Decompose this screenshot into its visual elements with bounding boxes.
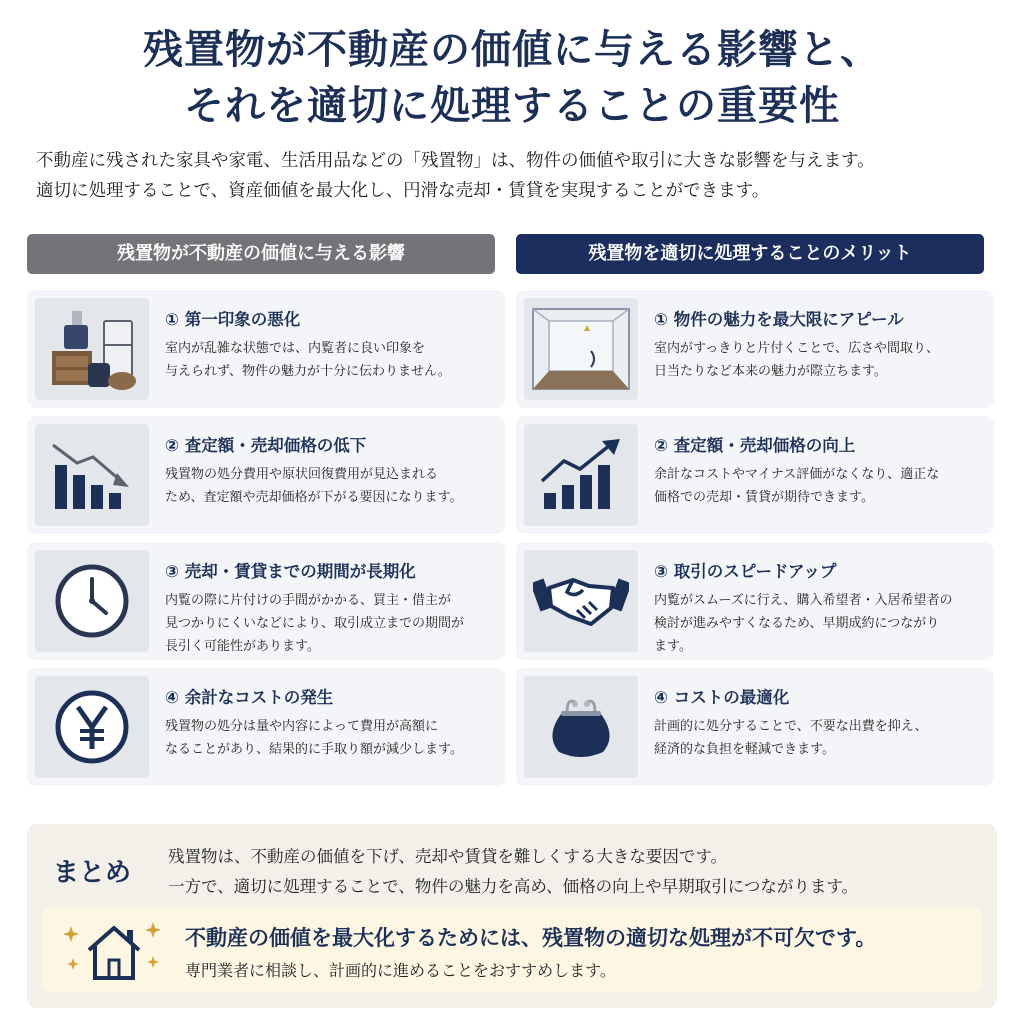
impact-card-3-title: ③ 売却・賃貸までの期間が長期化 xyxy=(165,562,416,581)
intro-line-2: 適切に処理することで、資産価値を最大化し、円滑な売却・賃貸を実現することができます。 xyxy=(36,181,770,201)
merit-card-3-desc-2: 検討が進みやすくなるため、早期成約につながり xyxy=(654,616,940,631)
merit-card-3 xyxy=(516,542,994,660)
summary-label: まとめ xyxy=(53,858,132,888)
intro-line-1: 不動産に残された家具や家電、生活用品などの「残置物」は、物件の価値や取引に大きな影響を与えます。 xyxy=(36,151,875,171)
house-sparkle-icon xyxy=(59,914,169,990)
conclusion-sub: 専門業者に相談し、計画的に進めることをおすすめします。 xyxy=(185,961,616,980)
merit-card-4 xyxy=(516,668,994,786)
intro-text xyxy=(36,146,996,206)
clock-icon xyxy=(35,550,149,652)
summary-line-2: 一方で、適切に処理することで、物件の魅力を高め、価格の向上や早期取引につながります。 xyxy=(168,877,859,896)
chart-down-icon xyxy=(35,424,149,526)
merit-card-1-title: ① 物件の魅力を最大限にアピール xyxy=(654,310,904,329)
yen-icon xyxy=(35,676,149,778)
impact-card-1 xyxy=(27,290,505,408)
conclusion-highlight: 不動産の価値を最大化するためには、残置物の適切な処理が不可欠です。 xyxy=(185,926,877,950)
title-line-1: 残置物が不動産の価値に与える影響と、 xyxy=(143,27,881,73)
empty-room-icon xyxy=(524,298,638,400)
impact-card-2-desc-2: ため、査定額や売却価格が下がる要因になります。 xyxy=(165,490,463,505)
conclusion-callout xyxy=(41,908,983,992)
clutter-icon xyxy=(35,298,149,400)
merit-card-4-desc-1: 計画的に処分することで、不要な出費を抑え、 xyxy=(654,719,928,734)
impact-card-4-title: ④ 余計なコストの発生 xyxy=(165,688,334,707)
impact-header: 残置物が不動産の価値に与える影響 xyxy=(27,234,495,274)
impact-card-3-desc-1: 内覧の際に片付けの手間がかかる、買主・借主が xyxy=(165,593,452,608)
impact-card-2-title: ② 査定額・売却価格の低下 xyxy=(165,436,367,455)
impact-card-3 xyxy=(27,542,505,660)
merit-card-2-title: ② 査定額・売却価格の向上 xyxy=(654,436,856,455)
purse-icon xyxy=(524,676,638,778)
merit-card-2-desc-2: 価格での売却・賃貸が期待できます。 xyxy=(654,490,874,505)
handshake-icon xyxy=(524,550,638,652)
merit-card-1-desc-2: 日当たりなど本来の魅力が際立ちます。 xyxy=(654,364,887,379)
chart-up-icon xyxy=(524,424,638,526)
impact-card-1-title: ① 第一印象の悪化 xyxy=(165,310,301,329)
impact-card-2-desc-1: 残置物の処分費用や原状回復費用が見込まれる xyxy=(165,467,439,482)
impact-card-4-desc-1: 残置物の処分は量や内容によって費用が高額に xyxy=(165,719,439,734)
impact-card-3-desc-3: 長引く可能性があります。 xyxy=(165,639,320,654)
impact-card-4-desc-2: なることがあり、結果的に手取り額が減少します。 xyxy=(165,742,463,757)
impact-card-1-desc-2: 与えられず、物件の魅力が十分に伝わりません。 xyxy=(165,364,451,379)
summary-box xyxy=(27,824,997,1008)
merit-header: 残置物を適切に処理することのメリット xyxy=(516,234,984,274)
merit-card-2-desc-1: 余計なコストやマイナス評価がなくなり、適正な xyxy=(654,467,940,482)
impact-card-3-desc-2: 見つかりにくいなどにより、取引成立までの期間が xyxy=(165,616,465,631)
merit-card-1 xyxy=(516,290,994,408)
merit-card-4-title: ④ コストの最適化 xyxy=(654,688,790,707)
merit-card-3-desc-3: ます。 xyxy=(654,639,692,654)
merit-card-3-title: ③ 取引のスピードアップ xyxy=(654,562,837,581)
impact-card-2 xyxy=(27,416,505,534)
impact-card-1-desc-1: 室内が乱雑な状態では、内覧者に良い印象を xyxy=(165,341,426,356)
impact-card-4 xyxy=(27,668,505,786)
merit-card-1-desc-1: 室内がすっきりと片付くことで、広さや間取り、 xyxy=(654,341,939,356)
summary-line-1: 残置物は、不動産の価値を下げ、売却や賃貸を難しくする大きな要因です。 xyxy=(168,847,728,866)
page-title xyxy=(0,22,1024,134)
merit-card-2 xyxy=(516,416,994,534)
summary-text xyxy=(168,842,988,902)
title-line-2: それを適切に処理することの重要性 xyxy=(184,83,840,129)
merit-card-3-desc-1: 内覧がスムーズに行え、購入希望者・入居希望者の xyxy=(654,593,953,608)
merit-card-4-desc-2: 経済的な負担を軽減できます。 xyxy=(654,742,835,757)
